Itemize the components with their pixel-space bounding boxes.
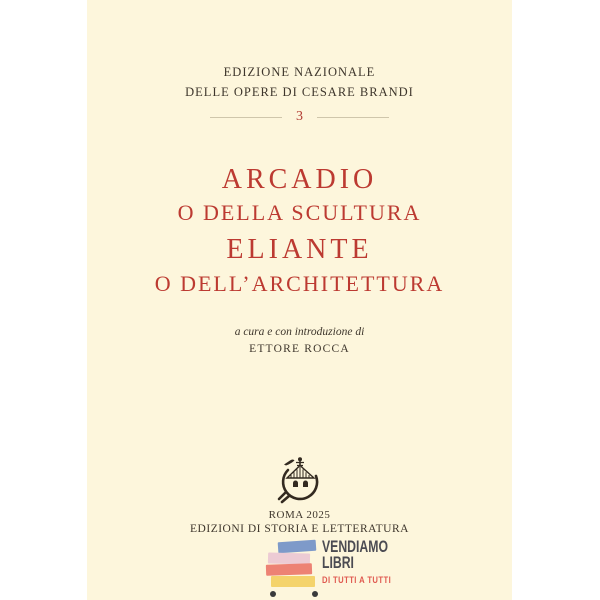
editor-intro: a cura e con introduzione di — [234, 326, 365, 338]
series-number: 3 — [296, 109, 303, 124]
book-cart-icon — [266, 541, 320, 587]
book-bar-red — [266, 563, 312, 576]
title-line3: ELIANTE — [226, 234, 373, 265]
seller-badge-tagline: DI TUTTI A TUTTI — [322, 575, 392, 585]
seller-badge — [258, 534, 470, 596]
title-line4: O DELL’ARCHITETTURA — [154, 271, 445, 296]
imprint-place-year: ROMA 2025 — [268, 509, 331, 521]
series-rule-right — [317, 117, 389, 118]
cart-wheel-left — [270, 591, 276, 597]
series-header-line2: DELLE OPERE DI CESARE BRANDI — [185, 85, 414, 99]
imprint-publisher: EDIZIONI DI STORIA E LETTERATURA — [190, 523, 409, 535]
title-line1: ARCADIO — [221, 164, 378, 195]
editor-name: ETTORE ROCCA — [249, 343, 350, 355]
series-rule-left — [210, 117, 282, 118]
seller-badge-line2: LIBRI — [322, 553, 354, 572]
seller-badge-text — [322, 539, 414, 585]
series-number-row — [87, 109, 512, 125]
title-line2: O DELLA SCULTURA — [177, 200, 422, 225]
book-cover — [87, 0, 512, 600]
book-bar-blue — [278, 540, 317, 554]
publisher-emblem-icon — [87, 456, 512, 504]
cart-wheel-right — [312, 591, 318, 597]
seller-badge-line1: VENDIAMO — [322, 537, 388, 556]
series-header-line1: EDIZIONE NAZIONALE — [223, 65, 376, 79]
book-bar-yellow — [271, 576, 315, 587]
